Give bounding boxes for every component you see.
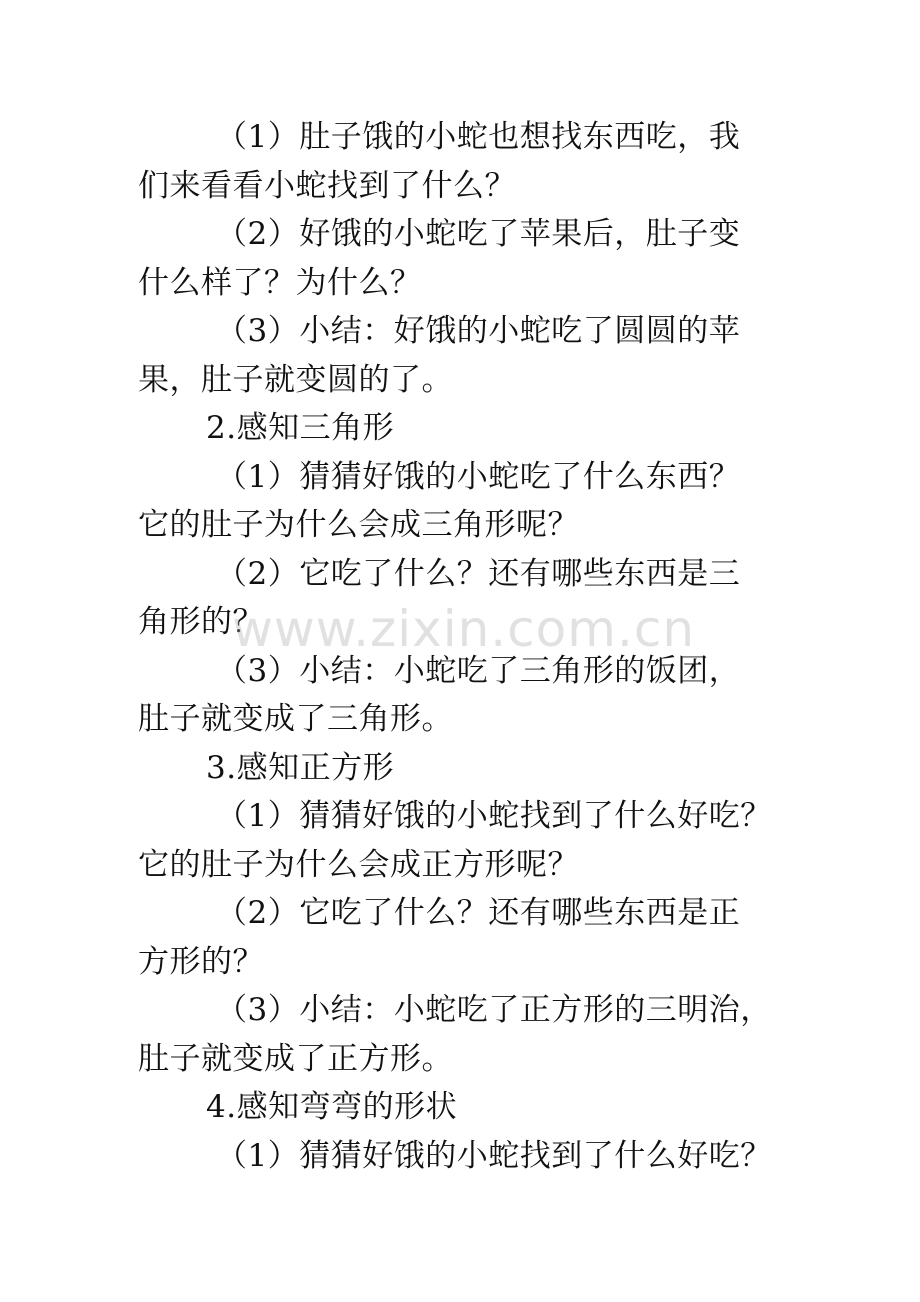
section-heading: 2.感知三角形 (206, 410, 395, 446)
paragraph-line: （3）小结：小蛇吃了三角形的饭团， (216, 652, 741, 689)
watermark: www.zixin.com.cn (232, 600, 696, 658)
paragraph-line: （1）肚子饿的小蛇也想找东西吃，我 (216, 119, 741, 155)
paragraph-line: 肚子就变成了正方形。 (138, 1040, 453, 1077)
paragraph-line: （2）它吃了什么？还有哪些东西是正 (216, 895, 741, 931)
paragraph-line: （1）猜猜好饿的小蛇吃了什么东西？ (216, 458, 741, 495)
paragraph-line: 角形的？ (138, 604, 264, 640)
paragraph-line: （3）小结：小蛇吃了正方形的三明治， (216, 992, 772, 1028)
document-body (138, 113, 808, 1180)
paragraph-line: （2）好饿的小蛇吃了苹果后，肚子变 (216, 216, 741, 252)
paragraph-line: （1）猜猜好饿的小蛇找到了什么好吃？ (216, 1137, 772, 1174)
paragraph-line: 们来看看小蛇找到了什么？ (138, 167, 516, 204)
paragraph-line: 肚子就变成了三角形。 (138, 701, 453, 737)
paragraph-line: 它的肚子为什么会成三角形呢？ (138, 507, 579, 543)
section-heading: 3.感知正方形 (206, 749, 395, 786)
paragraph-line: （2）它吃了什么？还有哪些东西是三 (216, 555, 741, 592)
paragraph-line: （3）小结：好饿的小蛇吃了圆圆的苹 (216, 313, 741, 349)
paragraph-line: 方形的？ (138, 943, 264, 980)
paragraph-line: 果，肚子就变圆的了。 (138, 361, 453, 398)
paragraph-line: （1）猜猜好饿的小蛇找到了什么好吃？ (216, 798, 772, 834)
paragraph-line: 它的肚子为什么会成正方形呢？ (138, 846, 579, 883)
paragraph-line: 什么样了？为什么？ (138, 264, 422, 301)
section-heading: 4.感知弯弯的形状 (206, 1089, 458, 1125)
